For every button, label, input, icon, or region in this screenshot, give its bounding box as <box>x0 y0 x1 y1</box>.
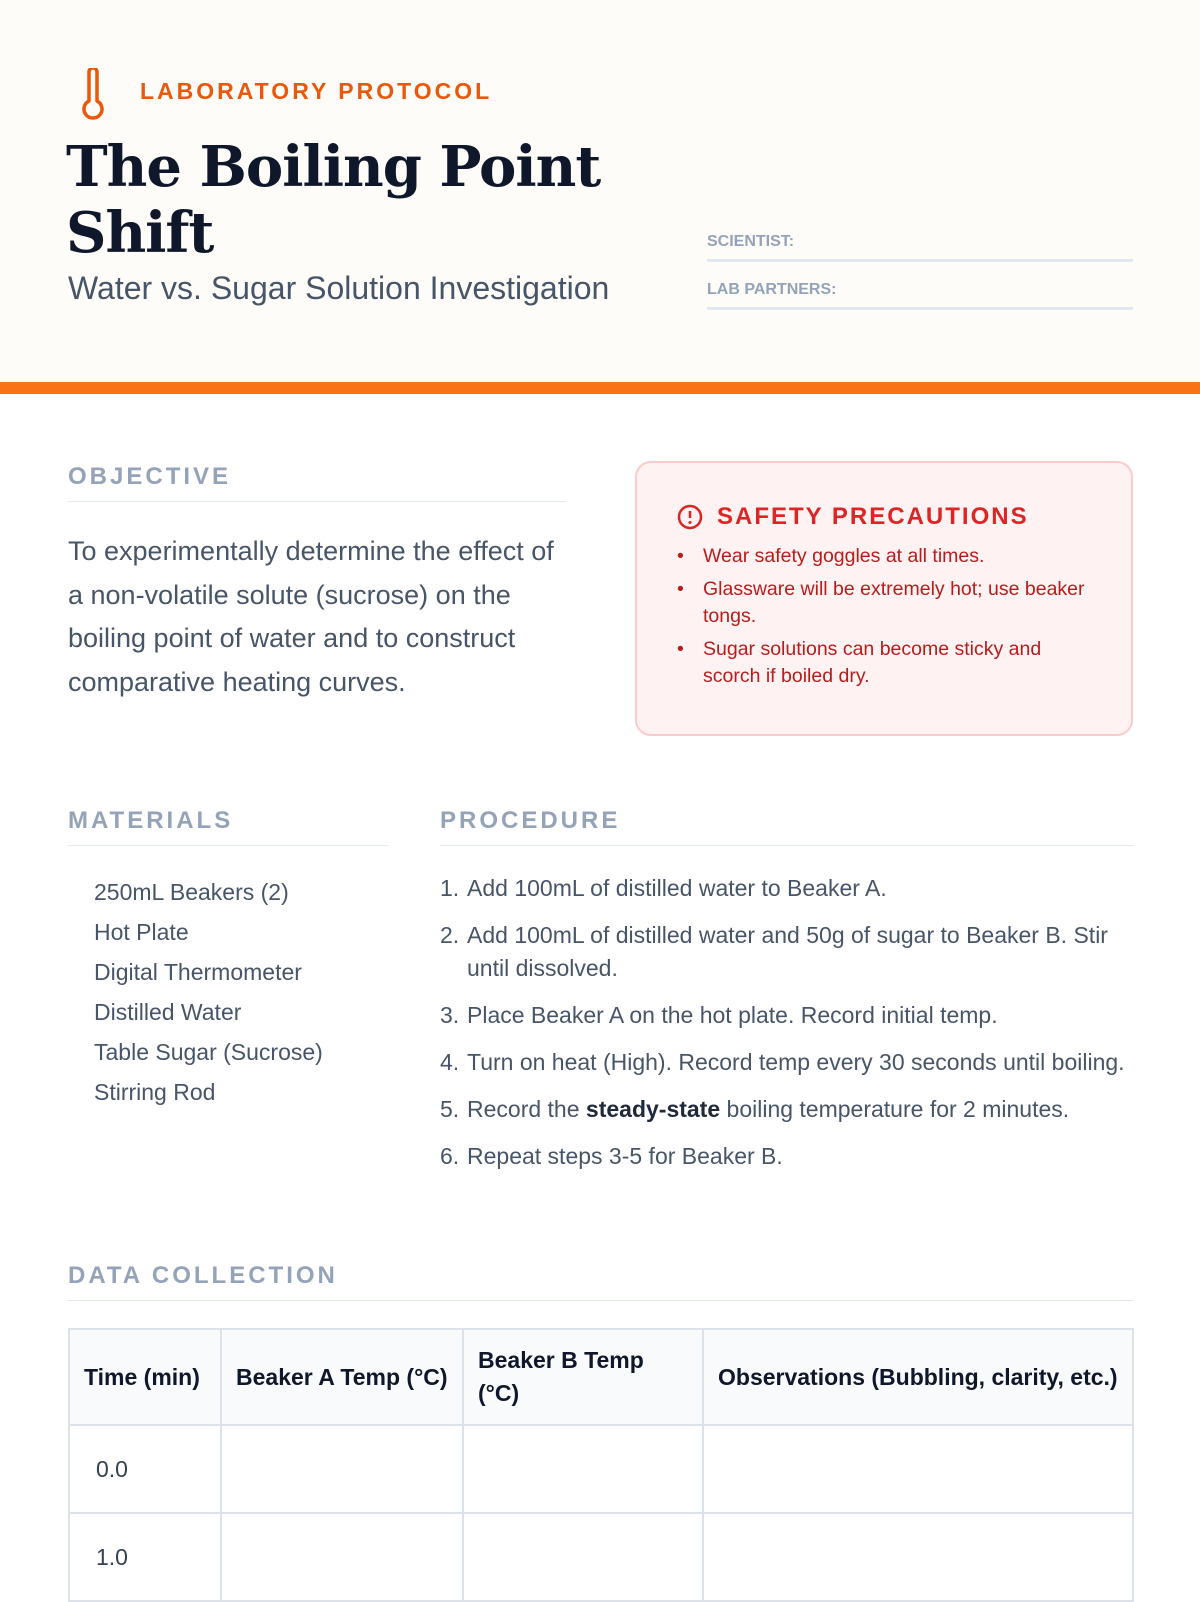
beaker-b-cell[interactable] <box>463 1425 703 1513</box>
procedure-step: 3. Place Beaker A on the hot plate. Record initial temp. <box>440 1002 998 1028</box>
procedure-step: 6. Repeat steps 3-5 for Beaker B. <box>440 1143 783 1169</box>
objective-text: To experimentally determine the effect of a non-volatile solute (sucrose) on the boiling point of water and to construct comparative heating curves. <box>68 536 554 697</box>
materials-heading: MATERIALS <box>68 807 388 846</box>
column-header: Beaker A Temp (°C) <box>221 1329 463 1425</box>
data-collection-heading: DATA COLLECTION <box>68 1262 1134 1301</box>
material-item: 250mL Beakers (2) <box>94 879 289 905</box>
safety-heading: SAFETY PRECAUTIONS <box>717 503 1029 530</box>
observations-cell[interactable] <box>703 1513 1133 1601</box>
column-header: Observations (Bubbling, clarity, etc.) <box>703 1329 1133 1425</box>
observations-cell[interactable] <box>703 1425 1133 1513</box>
eyebrow-label: LABORATORY PROTOCOL <box>140 78 493 104</box>
table-row <box>69 1425 1133 1513</box>
materials-list <box>94 872 323 1112</box>
data-table <box>68 1328 1134 1602</box>
material-item: Hot Plate <box>94 919 189 945</box>
page-title: The Boiling Point Shift <box>66 134 601 266</box>
safety-item: • Sugar solutions can become sticky and scorch if boiled dry. <box>677 636 1091 690</box>
safety-item: • Wear safety goggles at all times. <box>677 543 1091 570</box>
table-header-row <box>69 1329 1133 1425</box>
time-cell: 1.0 <box>69 1513 221 1601</box>
thermometer-icon <box>80 68 106 120</box>
procedure-step: 4. Turn on heat (High). Record temp every 30 seconds until boiling. <box>440 1049 1125 1075</box>
scientist-field[interactable]: SCIENTIST: <box>707 233 1133 262</box>
accent-divider <box>0 382 1200 394</box>
procedure-step: 1. Add 100mL of distilled water to Beaker A. <box>440 875 887 901</box>
beaker-b-cell[interactable] <box>463 1513 703 1601</box>
objective-heading: OBJECTIVE <box>68 463 566 502</box>
material-item: Table Sugar (Sucrose) <box>94 1039 323 1065</box>
procedure-step: 2. Add 100mL of distilled water and 50g of sugar to Beaker B. Stir until dissolved. <box>440 922 1108 981</box>
material-item: Digital Thermometer <box>94 959 302 985</box>
column-header: Beaker B Temp (°C) <box>463 1329 703 1425</box>
safety-box <box>635 461 1133 736</box>
table-row <box>69 1513 1133 1601</box>
alert-circle-icon <box>677 504 703 530</box>
beaker-a-cell[interactable] <box>221 1513 463 1601</box>
safety-item: • Glassware will be extremely hot; use beaker tongs. <box>677 576 1091 630</box>
procedure-heading: PROCEDURE <box>440 807 1134 846</box>
procedure-list <box>440 872 1140 1187</box>
column-header: Time (min) <box>69 1329 221 1425</box>
time-cell: 0.0 <box>69 1425 221 1513</box>
material-item: Stirring Rod <box>94 1079 216 1105</box>
lab-partners-field[interactable]: LAB PARTNERS: <box>707 281 1133 310</box>
procedure-step: 5. Record the steady-state boiling temperature for 2 minutes. <box>440 1096 1070 1122</box>
material-item: Distilled Water <box>94 999 242 1025</box>
beaker-a-cell[interactable] <box>221 1425 463 1513</box>
page-subtitle: Water vs. Sugar Solution Investigation <box>68 270 610 306</box>
